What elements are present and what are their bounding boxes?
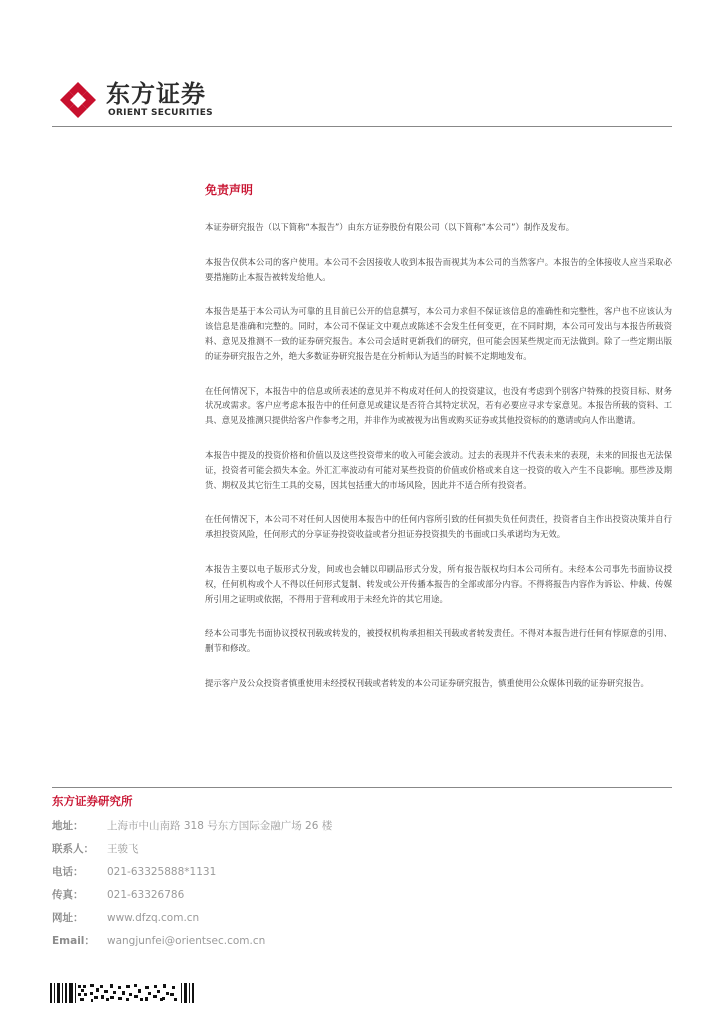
contact-label: Email： bbox=[52, 935, 95, 947]
orient-securities-logo-icon bbox=[56, 80, 100, 120]
contact-phone bbox=[52, 864, 672, 887]
disclaimer-paragraph: 在任何情况下，本公司不对任何人因使用本报告中的任何内容所引致的任何损失负任何责任，投资者自主作出投资决策并自行承担投资风险，任何形式的分享证券投资收益或者分担证券投资损失的书面或口头承诺均为无效。 bbox=[205, 514, 672, 540]
logo-english-name: ORIENT SECURITIES bbox=[108, 108, 213, 118]
contact-website-link[interactable]: www.dfzq.com.cn bbox=[107, 912, 200, 924]
contact-address bbox=[52, 818, 672, 841]
contact-value: 021-63326786 bbox=[107, 889, 185, 901]
disclaimer-title: 免责声明 bbox=[205, 183, 254, 197]
disclaimer-paragraph: 在任何情况下，本报告中的信息或所表述的意见并不构成对任何人的投资建议，也没有考虑到个别客户特殊的投资目标、财务状况或需求。客户应考虑本报告中的任何意见或建议是否符合其特定状况，若有必要应寻求专家意见。本报告所载的资料、工具、意见及推测只提供给客户作参考之用，并非作为或被视为出售或购买证券或其他投资标的的邀请或向人作出邀请。 bbox=[205, 385, 672, 426]
logo-chinese-name: 东方证券 bbox=[106, 80, 206, 108]
contact-label: 传真： bbox=[52, 889, 84, 901]
contact-fax bbox=[52, 887, 672, 910]
contact-label: 网址： bbox=[52, 912, 84, 924]
contact-label: 电话： bbox=[52, 866, 84, 878]
disclaimer-paragraph: 本报告仅供本公司的客户使用。本公司不会因接收人收到本报告而视其为本公司的当然客户。本报告的全体接收人应当采取必要措施防止本报告被转发给他人。 bbox=[205, 256, 672, 282]
contact-label: 地址： bbox=[52, 820, 84, 832]
contact-website bbox=[52, 910, 672, 933]
contact-value: 上海市中山南路 318 号东方国际金融广场 26 楼 bbox=[107, 820, 333, 832]
institute-name: 东方证券研究所 bbox=[52, 794, 133, 808]
contact-email bbox=[52, 933, 672, 956]
contact-person bbox=[52, 841, 672, 864]
contact-email-link[interactable]: wangjunfei@orientsec.com.cn bbox=[107, 935, 266, 947]
contact-value: 021-63325888*1131 bbox=[107, 866, 217, 878]
barcode-icon bbox=[50, 983, 196, 1003]
contact-label: 联系人： bbox=[52, 843, 94, 855]
disclaimer-paragraph: 本报告主要以电子版形式分发，间或也会辅以印刷品形式分发，所有报告版权均归本公司所有。未经本公司事先书面协议授权，任何机构或个人不得以任何形式复制、转发或公开传播本报告的全部或部分内容。不得将报告内容作为诉讼、仲裁、传媒所引用之证明或依据，不得用于营利或用于未经允许的其它用途。 bbox=[205, 563, 672, 604]
disclaimer-paragraph: 本证券研究报告（以下简称“本报告”）由东方证券股份有限公司（以下简称“本公司”）制作及发布。 bbox=[205, 222, 575, 232]
disclaimer-paragraph: 提示客户及公众投资者慎重使用未经授权刊载或者转发的本公司证券研究报告，慎重使用公众媒体刊载的证券研究报告。 bbox=[205, 677, 649, 688]
contact-list bbox=[52, 818, 672, 956]
disclaimer-body bbox=[205, 220, 672, 711]
disclaimer-paragraph: 本报告是基于本公司认为可靠的且目前已公开的信息撰写，本公司力求但不保证该信息的准确性和完整性，客户也不应该认为该信息是准确和完整的。同时，本公司不保证文中观点或陈述不会发生任何变更，在不同时期，本公司可发出与本报告所载资料、意见及推测不一致的证券研究报告。本公司会适时更新我们的研究，但可能会因某些规定而无法做到。除了一些定期出版的证券研究报告之外，绝大多数证券研究报告是在分析师认为适当的时候不定期地发布。 bbox=[205, 306, 672, 361]
page-header bbox=[0, 0, 724, 130]
header-divider bbox=[52, 126, 672, 127]
disclaimer-paragraph: 经本公司事先书面协议授权刊载或转发的，被授权机构承担相关刊载或者转发责任。不得对本报告进行任何有悖原意的引用、删节和修改。 bbox=[205, 628, 672, 654]
contact-value: 王骏飞 bbox=[107, 843, 139, 855]
footer-divider bbox=[52, 787, 672, 788]
disclaimer-paragraph: 本报告中提及的投资价格和价值以及这些投资带来的收入可能会波动。过去的表现并不代表未来的表现，未来的回报也无法保证，投资者可能会损失本金。外汇汇率波动有可能对某些投资的价值或价格或来自这一投资的收入产生不良影响。那些涉及期货、期权及其它衍生工具的交易，因其包括重大的市场风险，因此并不适合所有投资者。 bbox=[205, 449, 672, 490]
